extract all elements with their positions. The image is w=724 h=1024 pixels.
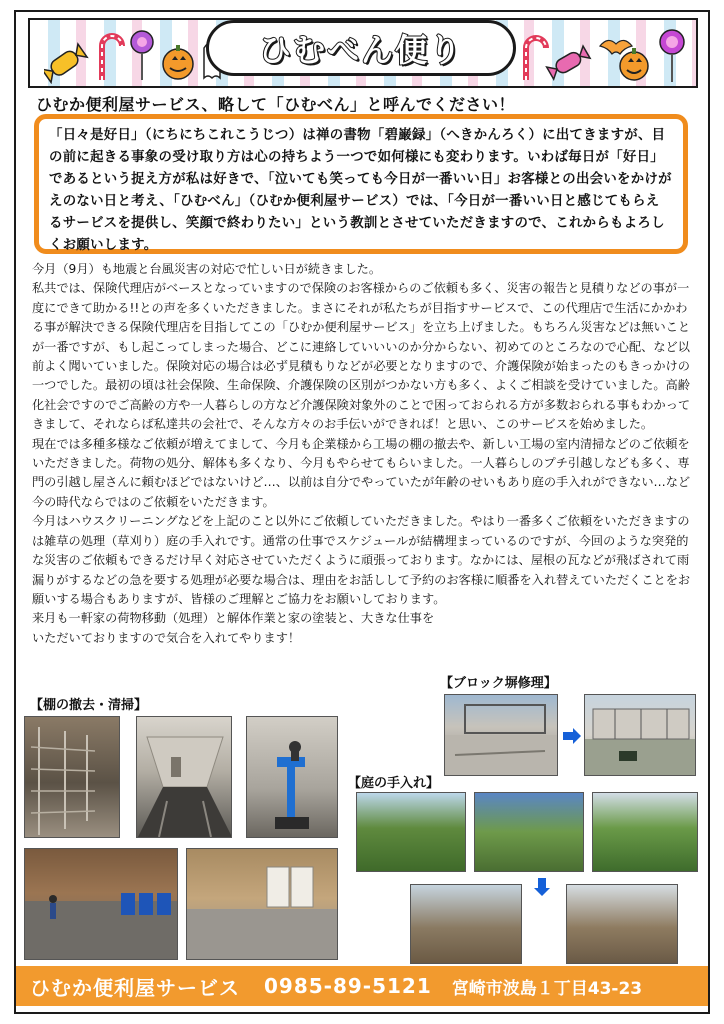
photo-block-wall-after [584, 694, 696, 776]
newsletter-title: ひむべん便り [206, 20, 516, 76]
photo-warehouse-shelves [24, 716, 120, 838]
arrow-down-icon [534, 878, 550, 896]
photo-garden-before-2 [474, 792, 584, 872]
intro-box [34, 114, 688, 254]
photo-factory-floor-washing [24, 848, 178, 960]
halloween-decoration-left [44, 26, 224, 84]
block-section-label: 【ブロック塀修理】 [440, 676, 557, 691]
photo-lift-cleaning [246, 716, 338, 838]
garden-section-label: 【庭の手入れ】 [348, 776, 440, 791]
intro-text: 「日々是好日」（にちにちこれこうじつ）は禅の書物「碧巌録」（へきかんろく）に出てきますが、目の前に起きる事象の受け取り方は心の持ちよう一つで如何様にも変わります。いわば毎日が「好日」であるという捉え方が私は好きで、「泣いても笑っても今日が一番いい日」お客様との出会いをかけがえのない日と考え、「ひむべん」（ひむか便利屋サービス）では、「今日が一番いい日と感じてもらえるサービスを提供し、笑顔で終わりたい」という教訓とさせていただきますので、これからもよろしくお願いします。 [49, 128, 672, 253]
paragraph-1: 今月（9月）も地震と台風災害の対応で忙しい日が続きました。 [32, 262, 382, 276]
paragraph-2: 私共では、保険代理店がベースとなっていますので保険のお客様からのご依頼も多く、災害の報告と見積りなどの事が一度にできて助かる!!との声を多くいただきました。まさにそれが私たちが目指すサービスで、この代理店で生活にかかわる事が解決できる保険代理店を目指してこの「ひむか便利屋サービス」を立ち上げました。もちろん災害などは無いことが一番ですが、もし起こってしまった場合、どこに連絡していいいのか分からない、初めてのところなので心配、など以前よく聞いていました。保険対応の場合は必ず見積もりなどが必要となりますので、介護保険が始まったのもきっかけの一つでした。最初の頃は社会保険、生命保険、介護保険の区別がつかない方も多く、よくご相談を受けていました。高齢化社会ですのでご高齢の方や一人暮らしの方など介護保険対象外のことで困っておられる方が多数おられる事もわかってきまして、それならば私達共の会社で、そんな方々のお手伝いができれば！と思い、このサービスを始めました。 [32, 281, 691, 432]
company-address: 宮崎市波島１丁目43-23 [451, 978, 643, 999]
company-name: ひむか便利屋サービス [30, 975, 240, 1000]
paragraph-5: 来月も一軒家の荷物移動（処理）と解体作業と家の塗装と、大きな仕事をいただいておりますので気合を入れてやります！ [32, 611, 435, 645]
footer-bar [16, 966, 708, 1006]
paragraph-3: 現在では多種多様なご依頼が増えてまして、今月も企業様から工場の棚の撤去や、新しい工場の室内清掃などのご依頼をいただきました。荷物の処分、解体も多くなり、今月もやらせてもらいました。一人暮らしのプチ引越しなども多く、専門の引越し屋さんに頼むほどではないけど…、以前は自分でやっていたが年齢のせいもあり庭の手入れができない…など今の時代ならではのご依頼をいただきます。 [32, 436, 691, 509]
halloween-decoration-right [516, 26, 694, 84]
photo-garden-before-3 [592, 792, 698, 872]
photo-block-wall-before [444, 694, 558, 776]
subtitle: ひむか便利屋サービス、略して「ひむべん」と呼んでください！ [36, 95, 515, 114]
photo-garden-before-1 [356, 792, 466, 872]
shelf-section-label: 【棚の撤去・清掃】 [30, 698, 148, 713]
photo-garden-after-1 [410, 884, 522, 964]
photo-empty-room [136, 716, 232, 838]
arrow-right-icon [563, 728, 581, 744]
photo-garden-after-2 [566, 884, 678, 964]
article-body [32, 260, 696, 648]
paragraph-4: 今月はハウスクリーニングなどを上記のこと以外にご依頼していただきました。やはり一番多くご依頼をいただきますのは雑草の処理（草刈り）庭の手入れです。通常の仕事でスケジュールが結構埋まっているのですが、今回のような突発的な災害のご依頼もできるだけ早く対応させていただくように頑張っております。なかには、屋根の瓦などが飛ばされて雨漏りがするなどの急を要する処理が必要な場合は、理由をお話しして予約のお客様に順番を入れ替えていただくことをお願いする場合もありますが、皆様のご理解とご協力をお願いしております。 [32, 514, 691, 606]
photo-cleaned-factory [186, 848, 338, 960]
phone-number[interactable]: 0985-89-5121 [264, 974, 432, 998]
